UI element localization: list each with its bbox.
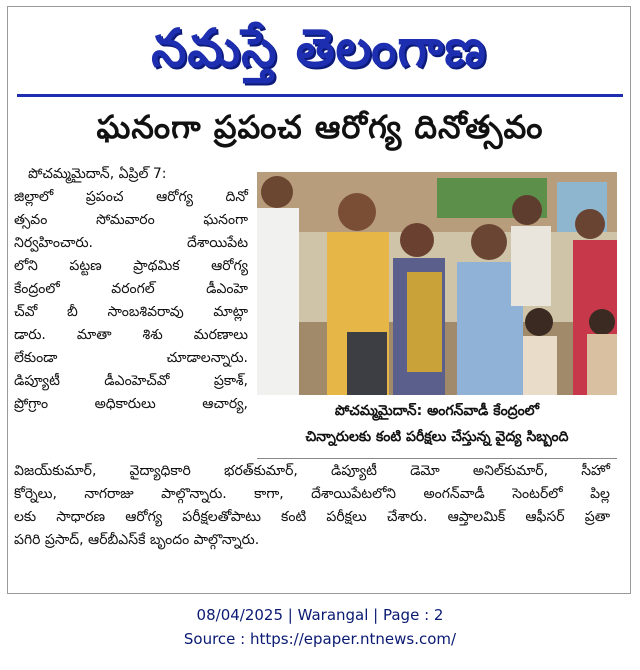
news-photo (257, 172, 617, 395)
article-headline: ఘనంగా ప్రపంచ ఆరోగ్య దినోత్సవం (96, 108, 544, 146)
footer-source: Source : https://epaper.ntnews.com/ (183, 630, 457, 648)
article-line: కేంద్రంలో వరంగల్ డీఎంహె (14, 281, 248, 297)
article-line: నిర్వహించారు. దేశాయిపేట (14, 235, 248, 251)
article-line: లోని పట్టణ ప్రాథమిక ఆరోగ్య (14, 258, 248, 274)
article-line: లేకుండా చూడాలన్నారు. (14, 350, 248, 366)
article-line: పోచమ్మమైదాన్, ఏప్రిల్ 7: (28, 166, 167, 182)
article-line: కోర్నెలు, నాగరాజు పాల్గొన్నారు. కాగా, దేశాయిపేటలోని అంగన్‌వాడీ సెంటర్‌లో పిల్ల (14, 486, 610, 502)
article-body-wide (14, 460, 610, 552)
news-photo-illustration (257, 172, 617, 395)
footer-date-edition: 08/04/2025 | Warangal | Page : 2 (196, 606, 444, 624)
photo-caption-line: చిన్నారులకు కంటి పరీక్షలు చేస్తున్న వైద్య సిబ్బంది (305, 429, 569, 445)
article-line: చ్‌వో బీ సాంబశివరావు మాట్లా (14, 304, 248, 320)
photo-caption (257, 398, 617, 456)
caption-divider (257, 458, 617, 459)
article-line: లకు సాధారణ ఆరోగ్య పరీక్షలతోపాటు కంటి పరీక్షలు చేశారు. ఆప్తాలమిక్ ఆఫీసర్ ప్రతా (14, 509, 610, 525)
article-line: డిప్యూటీ డీఎంహెచ్‌వో ప్రకాశ్, (14, 373, 248, 389)
article-line: జిల్లాలో ప్రపంచ ఆరోగ్య దినో (14, 189, 248, 205)
article-line: పగిరి ప్రసాద్, ఆర్‌బీఎస్‌కే బృందం పాల్గొన్నారు. (14, 532, 260, 548)
photo-caption-line: పోచమ్మమైదాన్: అంగన్‌వాడీ కేంద్రంలో (334, 403, 540, 419)
article-line: త్సవం సోమవారం ఘనంగా (14, 212, 248, 228)
article-body-narrow (14, 163, 248, 416)
masthead-logo: నమస్తే తెలంగాణ (151, 17, 487, 79)
article-line: డారు. మాతా శిశు మరణాలు (14, 327, 248, 343)
article-line: ప్రోగ్రాం అధికారులు ఆచార్య, (14, 396, 248, 412)
article-line: విజయ్‌కుమార్, వైద్యాధికారి భరత్‌కుమార్, డిప్యూటీ డెమో అనిల్‌కుమార్, సీహో (14, 463, 610, 479)
masthead (8, 7, 630, 93)
